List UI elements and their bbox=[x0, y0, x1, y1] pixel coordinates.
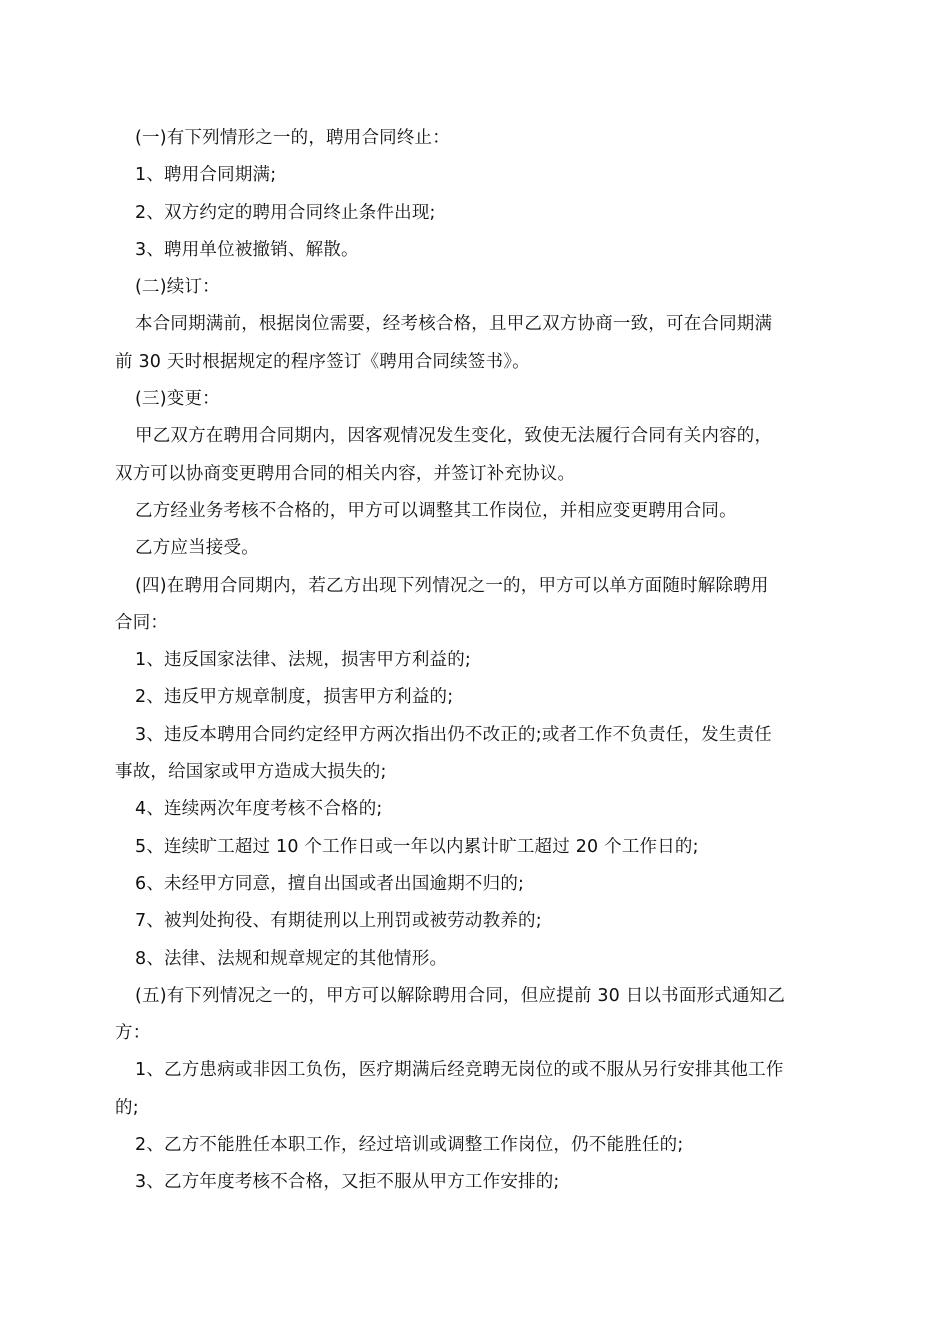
clause-1-item-2: 2、双方约定的聘用合同终止条件出现; bbox=[135, 202, 436, 223]
clause-4-item-6: 6、未经甲方同意，擅自出国或者出国逾期不归的; bbox=[135, 873, 525, 894]
clause-4-item-3-line-2: 事故，给国家或甲方造成大损失的; bbox=[115, 762, 387, 783]
clause-4-item-4: 4、连续两次年度考核不合格的; bbox=[135, 799, 383, 820]
clause-4-item-7: 7、被判处拘役、有期徒刑以上刑罚或被劳动教养的; bbox=[135, 911, 542, 932]
clause-5-heading-line-2: 方： bbox=[115, 1023, 151, 1044]
clause-5-item-2: 2、乙方不能胜任本职工作，经过培训或调整工作岗位，仍不能胜任的; bbox=[135, 1135, 684, 1156]
clause-3-text-line-2: 双方可以协商变更聘用合同的相关内容，并签订补充协议。 bbox=[115, 463, 576, 484]
clause-4-item-5: 5、连续旷工超过 10 个工作日或一年以内累计旷工超过 20 个工作日的; bbox=[135, 836, 699, 857]
clause-5-item-3: 3、乙方年度考核不合格，又拒不服从甲方工作安排的; bbox=[135, 1172, 560, 1193]
clause-5-item-1-line-2: 的; bbox=[115, 1097, 139, 1118]
clause-2-text-line-1: 本合同期满前，根据岗位需要，经考核合格，且甲乙双方协商一致，可在合同期满 bbox=[135, 314, 773, 335]
clause-4-item-1: 1、违反国家法律、法规，损害甲方利益的; bbox=[135, 650, 472, 671]
clause-4-item-8: 8、法律、法规和规章规定的其他情形。 bbox=[135, 948, 448, 969]
clause-1-item-1: 1、聘用合同期满; bbox=[135, 165, 277, 186]
clause-4-item-3-line-1: 3、违反本聘用合同约定经甲方两次指出仍不改正的;或者工作不负责任，发生责任 bbox=[135, 724, 772, 745]
clause-3-heading: (三)变更： bbox=[135, 389, 220, 410]
clause-1-heading: (一)有下列情形之一的，聘用合同终止： bbox=[135, 128, 450, 148]
clause-3-text-line-1: 甲乙双方在聘用合同期内，因客观情况发生变化，致使无法履行合同有关内容的， bbox=[135, 426, 773, 447]
clause-4-item-2: 2、违反甲方规章制度，损害甲方利益的; bbox=[135, 687, 454, 708]
clause-4-heading-line-2: 合同： bbox=[115, 612, 169, 633]
document-body bbox=[115, 120, 835, 1202]
clause-3-text-line-3: 乙方经业务考核不合格的，甲方可以调整其工作岗位，并相应变更聘用合同。 bbox=[135, 500, 737, 521]
clause-1-item-3: 3、聘用单位被撤销、解散。 bbox=[135, 239, 359, 260]
clause-4-heading-line-1: (四)在聘用合同期内，若乙方出现下列情况之一的，甲方可以单方面随时解除聘用 bbox=[135, 575, 769, 596]
clause-2-heading: (二)续订： bbox=[135, 277, 220, 298]
clause-5-heading-line-1: (五)有下列情况之一的，甲方可以解除聘用合同，但应提前 30 日以书面形式通知乙 bbox=[135, 985, 786, 1006]
clause-5-item-1-line-1: 1、乙方患病或非因工负伤，医疗期满后经竞聘无岗位的或不服从另行安排其他工作 bbox=[135, 1060, 784, 1081]
clause-2-text-line-2: 前 30 天时根据规定的程序签订《聘用合同续签书》。 bbox=[115, 351, 530, 372]
clause-3-text-line-4: 乙方应当接受。 bbox=[135, 538, 259, 559]
